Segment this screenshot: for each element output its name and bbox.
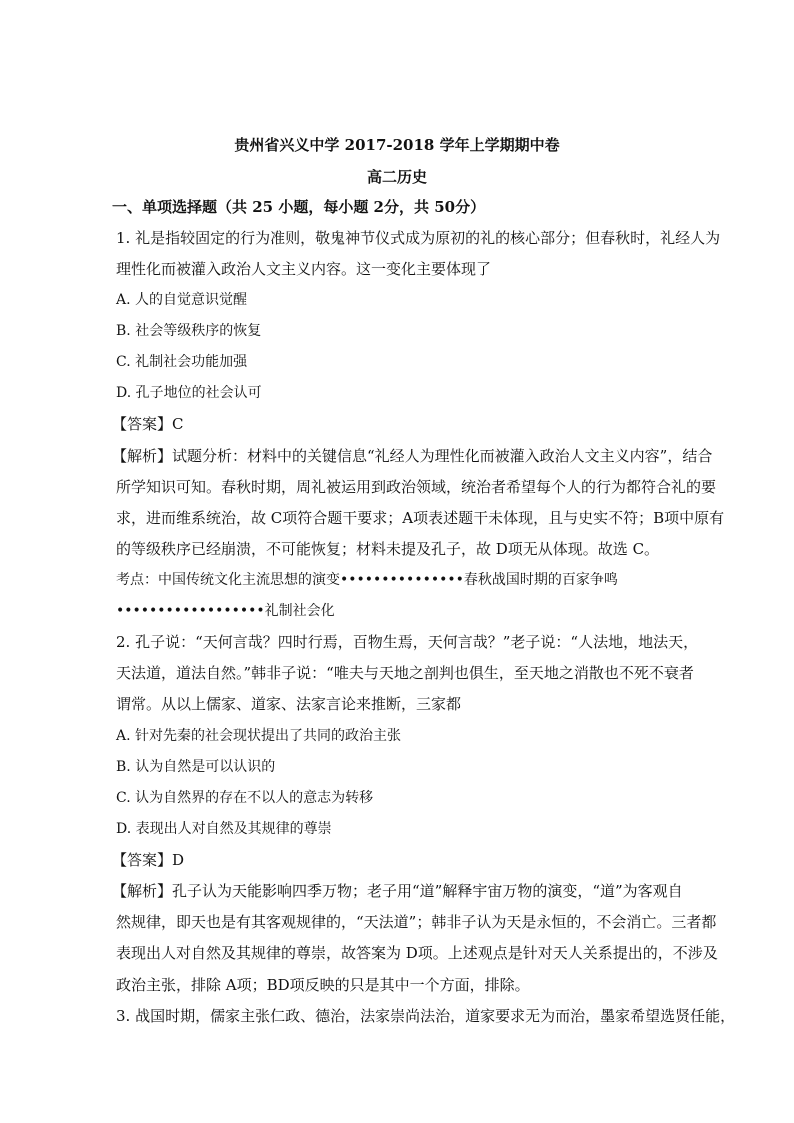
q2-stem-line: 2. 孔子说：“天何言哉？四时行焉，百物生焉，天何言哉？”老子说：“人法地，地法天， xyxy=(116,633,699,651)
document-subtitle: 高二历史 xyxy=(366,168,427,186)
q1-option-c: C. 礼制社会功能加强 xyxy=(116,354,248,370)
q1-analysis-line: 【解析】试题分析：材料中的关键信息“礼经人为理性化而被灌入政治人文主义内容”，结合 xyxy=(112,447,713,465)
q2-stem-line: 天法道，道法自然。”韩非子说：“唯夫与天地之剖判也俱生，至天地之消散也不死不衰者 xyxy=(116,664,694,682)
q1-answer: 【答案】C xyxy=(112,415,184,433)
q1-analysis-line: 所学知识可知。春秋时期，周礼被运用到政治领域，统治者希望每个人的行为都符合礼的要 xyxy=(116,478,717,496)
q2-option-b: B. 认为自然是可以认识的 xyxy=(116,759,276,775)
q1-stem-line: 1. 礼是指较固定的行为准则，敬鬼神节仪式成为原初的礼的核心部分；但春秋时，礼经人为 xyxy=(116,229,721,247)
q1-kaodian-line: 考点：中国传统文化主流思想的演变•••••••••••••••春秋战国时期的百家争鸣 xyxy=(116,572,618,588)
q1-option-b: B. 社会等级秩序的恢复 xyxy=(116,323,262,339)
q2-analysis-line: 然规律，即天也是有其客观规律的，“天法道”；韩非子认为天是永恒的，不会消亡。三者都 xyxy=(116,913,717,931)
q2-analysis-line: 表现出人对自然及其规律的尊崇，故答案为 D项。上述观点是针对天人关系提出的，不涉及 xyxy=(116,944,718,962)
q2-option-d: D. 表现出人对自然及其规律的尊崇 xyxy=(116,821,332,837)
q3-stem-line: 3. 战国时期，儒家主张仁政、德治，法家崇尚法治，道家要求无为而治，墨家希望选贤任能， xyxy=(116,1007,736,1025)
q1-analysis-line: 求，进而维系统治，故 C项符合题干要求；A项表述题干未体现，且与史实不符；B项中原有 xyxy=(116,509,725,527)
q1-option-d: D. 孔子地位的社会认可 xyxy=(116,385,262,401)
q2-analysis-line: 政治主张，排除 A项；BD项反映的只是其中一个方面，排除。 xyxy=(116,976,530,994)
q2-stem-line: 谓常。从以上儒家、道家、法家言论来推断，三家都 xyxy=(116,695,462,713)
q2-option-a: A. 针对先秦的社会现状提出了共同的政治主张 xyxy=(116,728,402,744)
q1-kaodian-line: ••••••••••••••••••礼制社会化 xyxy=(116,603,335,619)
q2-option-c: C. 认为自然界的存在不以人的意志为转移 xyxy=(116,790,374,806)
section-heading: 一、单项选择题（共 25 小题，每小题 2分，共 50分） xyxy=(112,198,486,216)
q2-analysis-line: 【解析】孔子认为天能影响四季万物；老子用“道”解释宇宙万物的演变，“道”为客观自 xyxy=(112,882,683,900)
q1-stem-line: 理性化而被灌入政治人文主义内容。这一变化主要体现了 xyxy=(116,260,492,278)
q1-option-a: A. 人的自觉意识觉醒 xyxy=(116,292,248,308)
q2-answer: 【答案】D xyxy=(112,851,185,869)
q1-analysis-line: 的等级秩序已经崩溃，不可能恢复；材料未提及孔子，故 D项无从体现。故选 C。 xyxy=(116,540,660,558)
document-title: 贵州省兴义中学 2017-2018 学年上学期期中卷 xyxy=(234,136,560,154)
